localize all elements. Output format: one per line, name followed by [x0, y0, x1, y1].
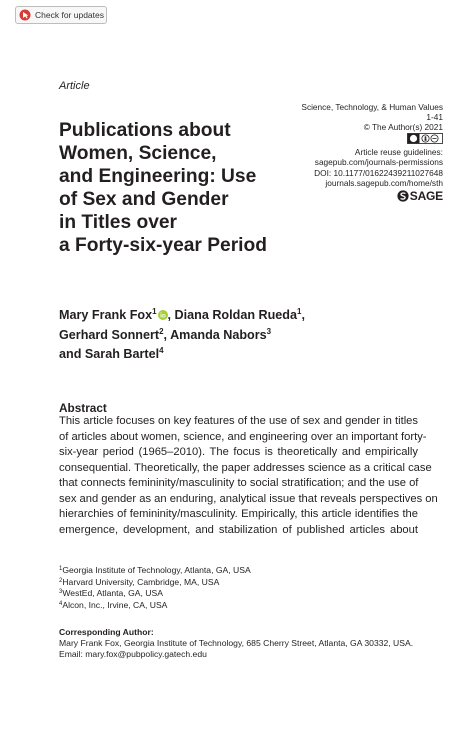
author-list: [59, 306, 439, 365]
author-separator: ,: [301, 308, 305, 322]
title-line: Publications about: [59, 120, 231, 141]
author-separator: ,: [163, 327, 168, 342]
affiliation-text: Harvard University, Cambridge, MA, USA: [62, 576, 220, 587]
corresponding-author-heading: Corresponding Author:: [59, 627, 154, 637]
author-affiliation-number: 3: [266, 326, 272, 336]
affiliation-number: 4: [59, 600, 63, 607]
doi[interactable]: DOI: 10.1177/01622439211027648: [314, 167, 443, 178]
affiliation-footnotes: [59, 565, 439, 611]
reuse-guidelines-label: Article reuse guidelines:: [354, 147, 443, 158]
check-for-updates-icon: [19, 9, 31, 21]
page-range: 1-41: [426, 112, 443, 123]
author-name: Sarah Bartel: [84, 347, 160, 362]
copyright: © The Author(s) 2021: [363, 122, 443, 133]
author-name: Mary Frank Fox: [59, 308, 153, 322]
author-affiliation-number: 4: [159, 346, 164, 356]
reuse-permissions-link[interactable]: sagepub.com/journals-permissions: [314, 157, 443, 168]
abstract-line: sex and gender as an enduring, analytical issue that reveals perspectives on: [59, 492, 438, 505]
journal-home-link[interactable]: journals.sagepub.com/home/sth: [325, 177, 443, 188]
affiliation-number: 1: [59, 566, 63, 572]
abstract-line: consequential. Theoretically, the paper addresses science as a critical case: [59, 461, 432, 474]
journal-name: Science, Technology, & Human Values: [301, 102, 443, 112]
abstract-line: six-year period (1965–2010). The focus is theoretically and empirically: [59, 446, 418, 459]
title-line: Women, Science,: [59, 142, 217, 164]
title-line: a Forty-six-year Period: [59, 234, 267, 256]
author-conjunction: and: [59, 347, 85, 362]
affiliation-number: 3: [59, 589, 63, 596]
sage-s-icon: [397, 190, 409, 202]
sage-logo: [397, 190, 443, 202]
author-affiliation-number: 1: [297, 307, 302, 316]
corresponding-author-email[interactable]: Email: mary.fox@pubpolicy.gatech.edu: [59, 649, 207, 660]
corresponding-author-address: Mary Frank Fox, Georgia Institute of Technology, 685 Cherry Street, Atlanta, GA 30332, USA.: [59, 638, 414, 649]
abstract-line: This article focuses on key features of the use of sex and gender in titles: [59, 415, 418, 427]
abstract-line: of articles about women, science, and engineering over an important forty-: [59, 430, 427, 443]
abstract-heading: Abstract: [59, 401, 107, 415]
abstract-line: emergence, development, and stabilization of published articles about: [59, 523, 418, 536]
author-separator: ,: [167, 308, 172, 322]
affiliation-footnote: [59, 600, 439, 612]
corresponding-author: [59, 627, 449, 661]
author-name: Amanda Nabors: [170, 327, 267, 342]
title-line: of Sex and Gender: [59, 188, 229, 210]
affiliation-number: 2: [59, 577, 63, 584]
abstract-line: that connects femininity/masculinity to social stratification; and the use of: [59, 477, 419, 490]
title-line: and Engineering: Use: [59, 165, 257, 187]
affiliation-text: Alcon, Inc., Irvine, CA, USA: [62, 599, 168, 610]
affiliation-text: Georgia Institute of Technology, Atlanta, GA, USA: [62, 565, 251, 575]
title-line: in Titles over: [59, 211, 178, 233]
abstract-body: [59, 414, 438, 538]
sage-wordmark: SAGE: [409, 188, 443, 203]
check-for-updates-badge[interactable]: [15, 6, 107, 24]
orcid-icon[interactable]: [158, 310, 168, 320]
author-name: Gerhard Sonnert: [59, 327, 160, 342]
creative-commons-icon: [407, 133, 443, 144]
check-for-updates-label: Check for updates: [35, 10, 104, 20]
affiliation-footnote: [59, 565, 439, 577]
affiliation-footnote: [59, 588, 439, 600]
author-affiliation-number: 1: [152, 307, 157, 316]
article-title: [59, 120, 299, 257]
author-name: Diana Roldan Rueda: [174, 308, 298, 322]
affiliation-text: WestEd, Atlanta, GA, USA: [62, 588, 163, 599]
affiliation-footnote: [59, 577, 439, 589]
abstract-line: hierarchies of femininity/masculinity. Empirically, this article identifies the: [59, 508, 418, 521]
article-type-label: Article: [59, 80, 90, 92]
author-affiliation-number: 2: [159, 326, 164, 336]
